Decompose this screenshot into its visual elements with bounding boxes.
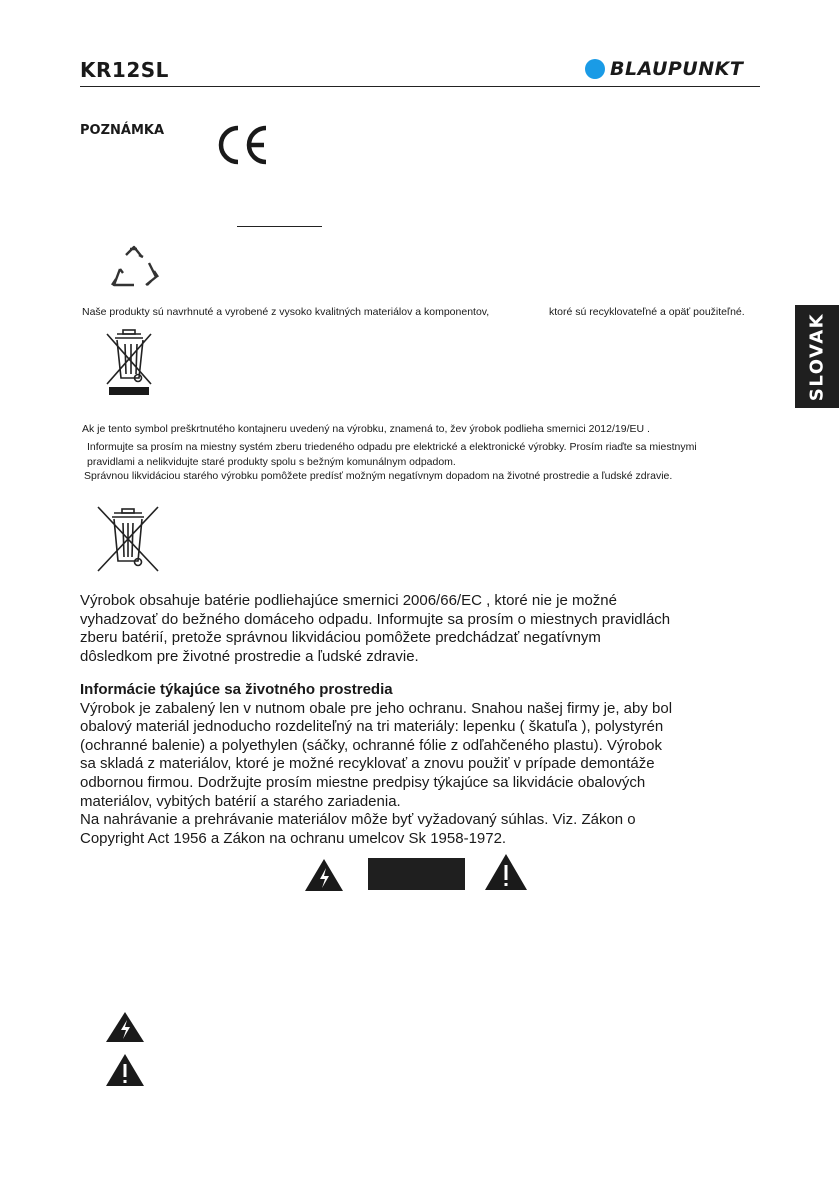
brand-logo — [585, 58, 743, 80]
environment-line: Na nahrávanie a prehrávanie materiálov môže byť vyžadovaný súhlas. Viz. Zákon o — [80, 811, 636, 829]
header-divider — [80, 86, 760, 87]
environment-heading: Informácie týkajúce sa životného prostredia — [80, 681, 393, 698]
language-tab — [795, 305, 839, 408]
logo-dot-icon — [585, 59, 605, 79]
battery-paragraph — [80, 592, 670, 666]
battery-line: dôsledkom pre životné prostredie a ľudské zdravie. — [80, 647, 419, 665]
model-name: KR12SL — [80, 58, 169, 82]
environment-line: Výrobok je zabalený len v nutnom obale pre jeho ochranu. Snahou našej firmy je, aby bol — [80, 699, 673, 717]
electric-shock-warning-icon — [105, 1011, 145, 1047]
environment-paragraph — [80, 681, 672, 848]
ce-mark-icon — [212, 120, 272, 174]
language-tab-label: SLOVAK — [806, 312, 828, 401]
caution-exclamation-icon — [484, 853, 528, 895]
crossed-bin-icon — [96, 505, 160, 579]
recycle-text-left: Naše produkty sú navrhnuté a vyrobené z vysoko kvalitných materiálov a komponentov, — [82, 306, 490, 318]
electric-shock-warning-icon — [304, 858, 344, 896]
weee-line-3: pravidlami a nelikvidujte staré produkty spolu s bežným komunálnym odpadom. — [87, 456, 456, 468]
weee-line-1: Ak je tento symbol preškrtnutého kontajneru uvedený na výrobku, znamená to, žev ýrobok podlieha smernici 2012/19/EU . — [82, 423, 650, 435]
battery-line: vyhadzovať do bežného domáceho odpadu. Informujte sa prosím o miestnych pravidlách — [80, 610, 671, 628]
note-label: POZNÁMKA — [80, 123, 165, 138]
weee-line-4: Správnou likvidáciou starého výrobku pomôžete predísť možným negatívnym dopadom na životné prostredie a ľudské zdravie. — [84, 470, 673, 482]
blank-underline — [237, 226, 322, 227]
environment-line: (ochranné balenie) a polyethylen (sáčky, ochranné fólie z odľahčeného plastu). Výrobok — [80, 736, 662, 754]
brand-name: BLAUPUNKT — [610, 58, 744, 80]
weee-line-2: Informujte sa prosím na miestny systém zberu triedeného odpadu pre elektrické a elektronické výrobky. Prosím riaďte sa miestnymi — [87, 441, 697, 453]
battery-line: Výrobok obsahuje batérie podliehajúce smernici 2006/66/EC , ktoré nie je možné — [80, 592, 617, 609]
recycle-icon — [104, 243, 164, 297]
environment-line: Copyright Act 1956 a Zákon na ochranu umelcov Sk 1958-1972. — [80, 829, 507, 847]
environment-line: sa skladá z materiálov, ktoré je možné recyklovať a znovu použiť v prípade demontáže — [80, 755, 655, 773]
environment-line: materiálov, vybitých batérií a starého zariadenia. — [80, 792, 401, 810]
caution-exclamation-icon — [105, 1053, 145, 1091]
environment-line: obalový materiál jednoducho rozdeliteľný na tri materiály: lepenku ( škatuľa ), polystyrén — [80, 718, 664, 736]
caution-label-box — [368, 858, 465, 890]
recycle-text-right: ktoré sú recyklovateľné a opäť použiteľné. — [549, 306, 745, 318]
crossed-bin-icon — [103, 328, 155, 400]
battery-line: zberu batérií, pretože správnou likvidáciou pomôžete predchádzať negatívnym — [80, 629, 601, 647]
environment-line: odbornou firmou. Dodržujte prosím miestne predpisy týkajúce sa likvidácie obalových — [80, 773, 646, 791]
